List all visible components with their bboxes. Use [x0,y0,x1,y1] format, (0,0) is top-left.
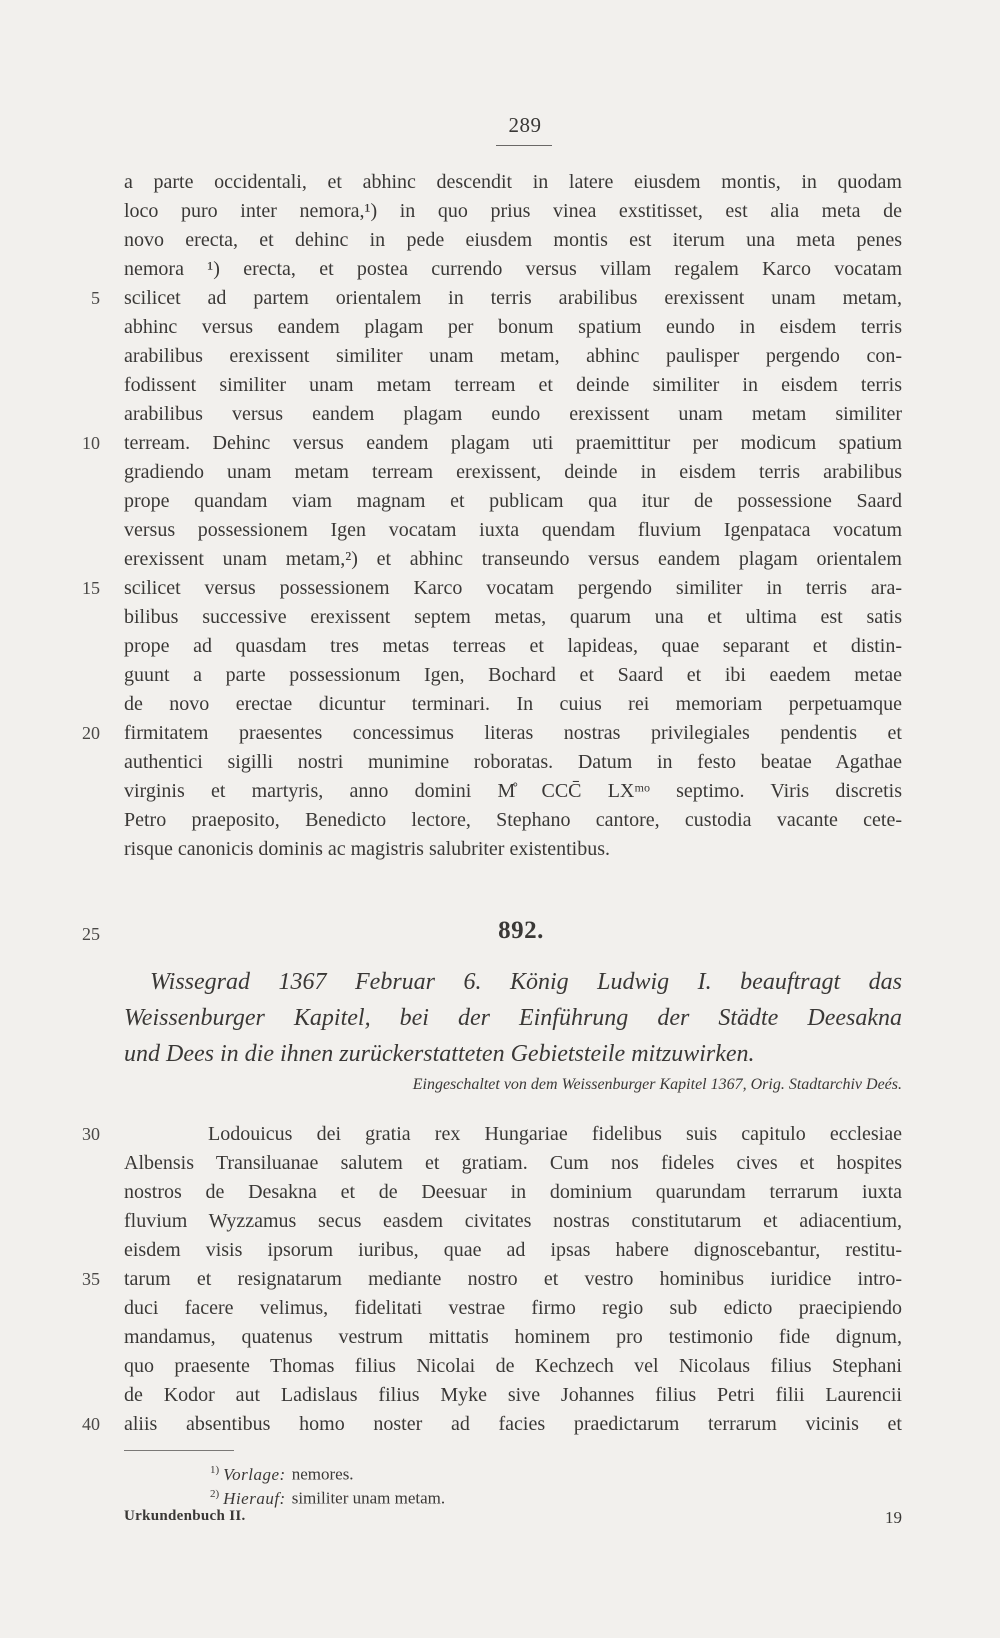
text-line: prope quandam viam magnam et publicam qua itur de possessione Saard [124,490,902,512]
text-line: authentici sigilli nostri munimine roboratas. Datum in festo beatae Agathae [124,751,902,773]
text-line: risque canonicis dominis ac magistris salubriter existentibus. [124,838,611,860]
text-line: guunt a parte possessionum Igen, Bochard et Saard et ibi eaedem metae [124,664,902,686]
text-line: fodissent similiter unam metam terream et deinde similiter in eisdem terris [124,374,902,396]
text-line: bilibus successive erexissent septem metas, quarum una et ultima est satis [124,606,902,628]
text-line: abhinc versus eandem plagam per bonum spatium eundo in eisdem terris [124,316,902,338]
footnote-label: Vorlage: [223,1464,286,1484]
text-line: loco puro inter nemora,¹) in quo prius vinea exstitisset, est alia meta de [124,200,902,222]
footer-volume-title: Urkundenbuch II. [124,1508,246,1524]
page-number: 289 [508,113,542,137]
text-line: scilicet ad partem orientalem in terris arabilibus erexissent unam metam, [124,287,902,309]
text-line: scilicet versus possessionem Karco vocatam pergendo similiter in terris ara- [124,577,902,599]
footnote-mark: 2) [210,1488,220,1500]
text-line: nostros de Desakna et de Deesuar in dominium quarundam terrarum iuxta [124,1181,902,1203]
heading-line: Weissenburger Kapitel, bei der Einführung der Städte Deesakna [124,1005,902,1031]
source-note: Eingeschaltet von dem Weissenburger Kapitel 1367, Orig. Stadtarchiv Deés. [412,1076,902,1093]
heading-line: Wissegrad 1367 Februar 6. König Ludwig I. beauftragt das [150,969,902,995]
text-line: a parte occidentali, et abhinc descendit in latere eiusdem montis, in quodam [124,171,902,193]
text-line: tarum et resignatarum mediante nostro et vestro hominibus iuridice intro- [124,1268,902,1290]
line-number: 35 [82,1269,100,1289]
footnote [210,1482,445,1511]
text-line: firmitatem praesentes concessimus literas nostras privilegiales pendentis et [124,722,902,744]
footnote-mark: 1) [210,1464,220,1476]
line-number: 5 [91,288,100,308]
text-line: de Kodor aut Ladislaus filius Myke sive Johannes filius Petri filii Laurencii [124,1384,902,1406]
text-line: virginis et martyris, anno domini M̊ CCC̄ LXᵐᵒ septimo. Viris discretis [124,780,902,802]
text-line: de novo erectae dicuntur terminari. In cuius rei memoriam perpetuamque [124,693,902,715]
footnote-rule [124,1450,234,1451]
text-line: eisdem visis ipsorum iuribus, quae ad ipsas habere dignoscebantur, restitu- [124,1239,902,1261]
text-line: terream. Dehinc versus eandem plagam uti praemittitur per modicum spatium [124,432,902,454]
footnote-text: similiter unam metam. [291,1488,446,1508]
page-number-rule [496,145,552,146]
line-number: 40 [82,1414,100,1434]
text-line: nemora ¹) erecta, et postea currendo versus villam regalem Karco vocatam [124,258,902,280]
line-number: 15 [82,578,100,598]
footnote-text: nemores. [291,1464,354,1484]
line-number: 25 [82,924,100,944]
document-number: 892. [498,917,544,944]
text-line: fluvium Wyzzamus secus easdem civitates nostras constitutarum et adiacentium, [124,1210,902,1232]
footnote-label: Hierauf: [223,1488,286,1508]
line-number: 30 [82,1124,100,1144]
heading-line: und Dees in die ihnen zurückerstatteten Gebietsteile mitzuwirken. [124,1041,755,1067]
text-line: erexissent unam metam,²) et abhinc transeundo versus eandem plagam orientalem [124,548,902,570]
text-line: Petro praeposito, Benedicto lectore, Stephano cantore, custodia vacante cete- [124,809,902,831]
line-number: 10 [82,433,100,453]
text-line: quo praesente Thomas filius Nicolai de Kechzech vel Nicolaus filius Stephani [124,1355,902,1377]
line-number: 20 [82,723,100,743]
footer-signature-number: 19 [885,1508,902,1527]
text-line: versus possessionem Igen vocatam iuxta quendam fluvium Igenpataca vocatum [124,519,902,541]
text-line: duci facere velimus, fidelitati vestrae firmo regio sub edicto praecipiendo [124,1297,902,1319]
text-line: Albensis Transiluanae salutem et gratiam. Cum nos fideles cives et hospites [124,1152,902,1174]
text-line: prope ad quasdam tres metas terreas et lapideas, quae separant et distin- [124,635,902,657]
text-line: Lodouicus dei gratia rex Hungariae fidelibus suis capitulo ecclesiae [208,1123,902,1145]
text-line: novo erecta, et dehinc in pede eiusdem montis est iterum una meta penes [124,229,902,251]
text-line: arabilibus versus eandem plagam eundo erexissent unam metam similiter [124,403,902,425]
text-line: mandamus, quatenus vestrum mittatis hominem pro testimonio fide dignum, [124,1326,902,1348]
text-line: arabilibus erexissent similiter unam metam, abhinc paulisper pergendo con- [124,345,902,367]
text-line: aliis absentibus homo noster ad facies praedictarum terrarum vicinis et [124,1413,902,1435]
text-line: gradiendo unam metam terream erexissent, deinde in eisdem terris arabilibus [124,461,902,483]
